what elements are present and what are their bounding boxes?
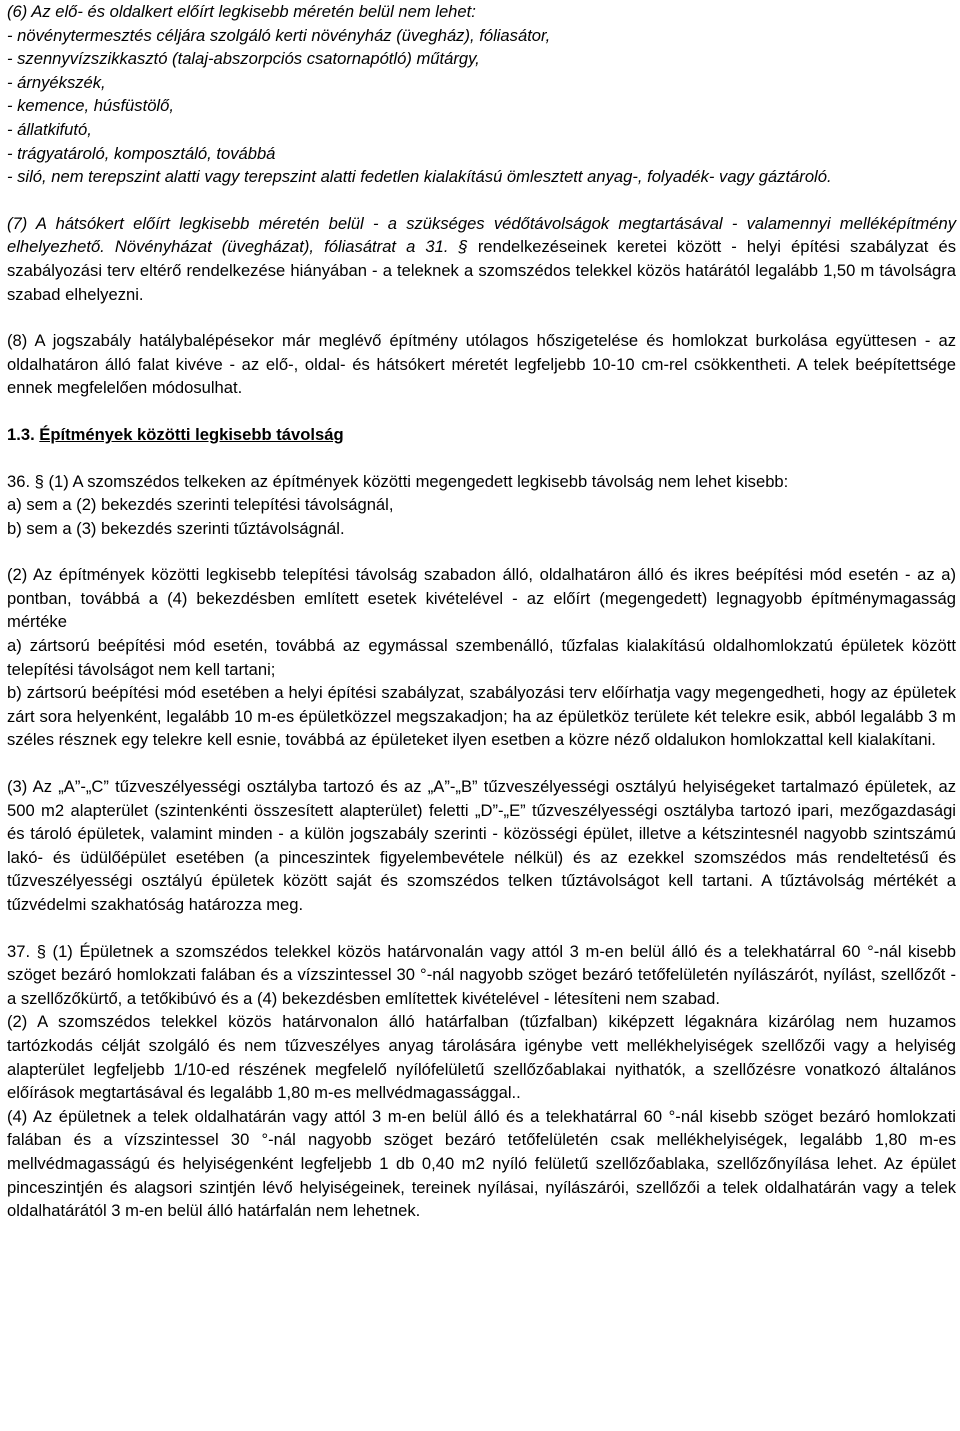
paragraph-3-text: (3) Az „A”-„C” tűzveszélyességi osztályba tartozó és az „A”-„B” tűzveszélyességi osztályú helyiségeket tartalmazó épületek, az 500 m2 alapterület (szintenkénti összesített alapterület) feletti „D”-„E” tűzveszélyességi osztályba tartozó ipari, mezőgazdasági és tároló épületek, valamint minden - a külön jogszabály szerinti - közösségi épület, illetve a kétszintesnél nagyobb szintszámú lakó- és üdülőépület esetében (a pinceszintek figyelembevétele nélkül) és az ezekkel szomszédos más rendeltetésű és tűzveszélyességi osztályú épületek között saját és szomszédos telken tűztávolságot kell tartani. A tűztávolság mértékét a tűzvédelmi szakhatóság határozza meg. [7, 777, 956, 914]
section-36-paragraph-3 [7, 775, 956, 917]
section-heading [7, 423, 956, 447]
list-item: - állatkifutó, [7, 119, 92, 139]
section-36-paragraph-1: 36. § (1) A szomszédos telkeken az építmények közötti megengedett legkisebb távolság nem lehet kisebb: [7, 471, 789, 491]
section-37-paragraph-1: 37. § (1) Épületnek a szomszédos telekkel közös határvonalán vagy attól 3 m-en belül álló és a telekhatárral 60 °-nál kisebb szöget bezáró homlokzati falában és a vízszintessel 30 °-nál nagyobb szöget bezáró tetőfelületén nyílászárót, nyílást, szellőzőt - a szellőzőkürtő, a tetőkibúvó és a (4) bekezdésben említettek kivételével - létesíteni nem szabad. [7, 941, 956, 1008]
paragraph-6 [7, 0, 956, 189]
spacer [7, 752, 956, 775]
list-item: - kemence, húsfüstölő, [7, 96, 174, 116]
section-title: Építmények közötti legkisebb távolság [39, 424, 344, 444]
section-36-point-b: b) sem a (3) bekezdés szerinti tűztávolságnál. [7, 518, 345, 538]
list-item: - trágyatároló, komposztáló, továbbá [7, 143, 276, 163]
paragraph-2-point-b: b) zártsorú beépítési mód esetében a helyi építési szabályzat, szabályozási terv előírhatja vagy megengedheti, hogy az épületek zárt sora helyenként, legalább 10 m-es épületközzel megszakadjon; ha az épületköz területe két telekre esik, abból legalább 3 m széles résznek egy telekre kell esnie, továbbá az épületeket ilyen esetben a közre néző oldalukon homlokzattal kell kialakítani. [7, 683, 956, 750]
section-37 [7, 940, 956, 1223]
section-36-point-a: a) sem a (2) bekezdés szerinti telepítési távolságnál, [7, 495, 394, 515]
spacer [7, 400, 956, 423]
paragraph-7-part1: (7) A hátsókert előírt legkisebb méretén belül - a szükséges védőtávolságok megtartásával - valamennyi melléképítmény elhelyezhető. Növényházat (üvegházat), fóliasátrat a 31. § [7, 213, 956, 257]
section-37-paragraph-4: (4) Az épületnek a telek oldalhatárán vagy attól 3 m-en belül álló és a telekhatárral 60 °-nál kisebb szöget bezáró homlokzati falában és a vízszintessel 30 °-nál nagyobb szöget bezáró tetőfelületén csak mellékhelyiségek, legalább 1,80 m-es mellvédmagasságú és helyiségenként legfeljebb 1 db 0,40 m2 nyíló felületű szellőzőablaka, szellőzőnyílása lehet. Az épület pinceszintjén és alagsori szintjén lévő helyiségeinek, tereinek nyílásai, nyílászárói, szellőzői a telek oldalhatárán vagy a telek oldalhatárától 3 m-en belül álló határfalán nem lehetnek. [7, 1106, 956, 1221]
spacer [7, 917, 956, 940]
paragraph-7 [7, 212, 956, 306]
spacer [7, 189, 956, 212]
section-number: 1.3. [7, 424, 40, 444]
paragraph-8-text: (8) A jogszabály hatálybalépésekor már meglévő építmény utólagos hőszigetelése és homlokzat burkolása együttesen - az oldalhatáron álló falat kivéve - az elő-, oldal- és hátsókert méretét legfeljebb 10-10 cm-rel csökkentheti. A telek beépítettsége ennek megfelelően módosulhat. [7, 331, 956, 398]
section-37-paragraph-2: (2) A szomszédos telekkel közös határvonalon álló határfalban (tűzfalban) kiképzett légaknára kizárólag nem huzamos tartózkodás célját szolgáló és nem tűzveszélyes anyag tárolására igénybe vett mellékhelyiségek szellőzői vagy a helyiség alapterület legfeljebb 1/10-ed részének megfelelő nyílófelületű szellőzőablakai nyithatók, a szellőzésre vonatkozó általános előírások megtartásával és legalább 1,80 m-es mellvédmagassággal.. [7, 1012, 956, 1103]
section-36-paragraph-2 [7, 563, 956, 752]
list-item: - növénytermesztés céljára szolgáló kerti növényház (üvegház), fóliasátor, [7, 25, 551, 45]
list-item: - árnyékszék, [7, 72, 106, 92]
list-item: - szennyvízszikkasztó (talaj-abszorpciós csatornapótló) műtárgy, [7, 49, 480, 69]
spacer [7, 540, 956, 563]
paragraph-2-text: (2) Az építmények közötti legkisebb telepítési távolság szabadon álló, oldalhatáron álló és ikres beépítési mód esetén - az a) pontban, továbbá a (4) bekezdésben említett esetek kivételével - az előírt (megengedett) legnagyobb építménymagasság mértéke [7, 565, 956, 632]
list-item: - siló, nem terepszint alatti vagy terepszint alatti fedetlen kialakítású ömlesztett anyag-, folyadék- vagy gáztároló. [7, 167, 832, 187]
paragraph-7-part2: rendelkezéseinek keretei között - helyi építési szabályzat és szabályozási terv eltérő rendelkezése hiányában - a teleknek a szomszédos telekkel közös határától legalább 1,50 m távolságra szabad elhelyezni. [7, 237, 956, 304]
section-36 [7, 470, 956, 541]
paragraph-6-intro: (6) Az elő- és oldalkert előírt legkisebb méretén belül nem lehet: [7, 2, 476, 21]
spacer [7, 306, 956, 329]
paragraph-2-point-a: a) zártsorú beépítési mód esetén, továbbá az egymással szembenálló, tűzfalas kialakítású oldalhomlokzatú épületek között telepítési távolságot nem kell tartani; [7, 636, 956, 679]
paragraph-8 [7, 329, 956, 400]
spacer [7, 447, 956, 470]
